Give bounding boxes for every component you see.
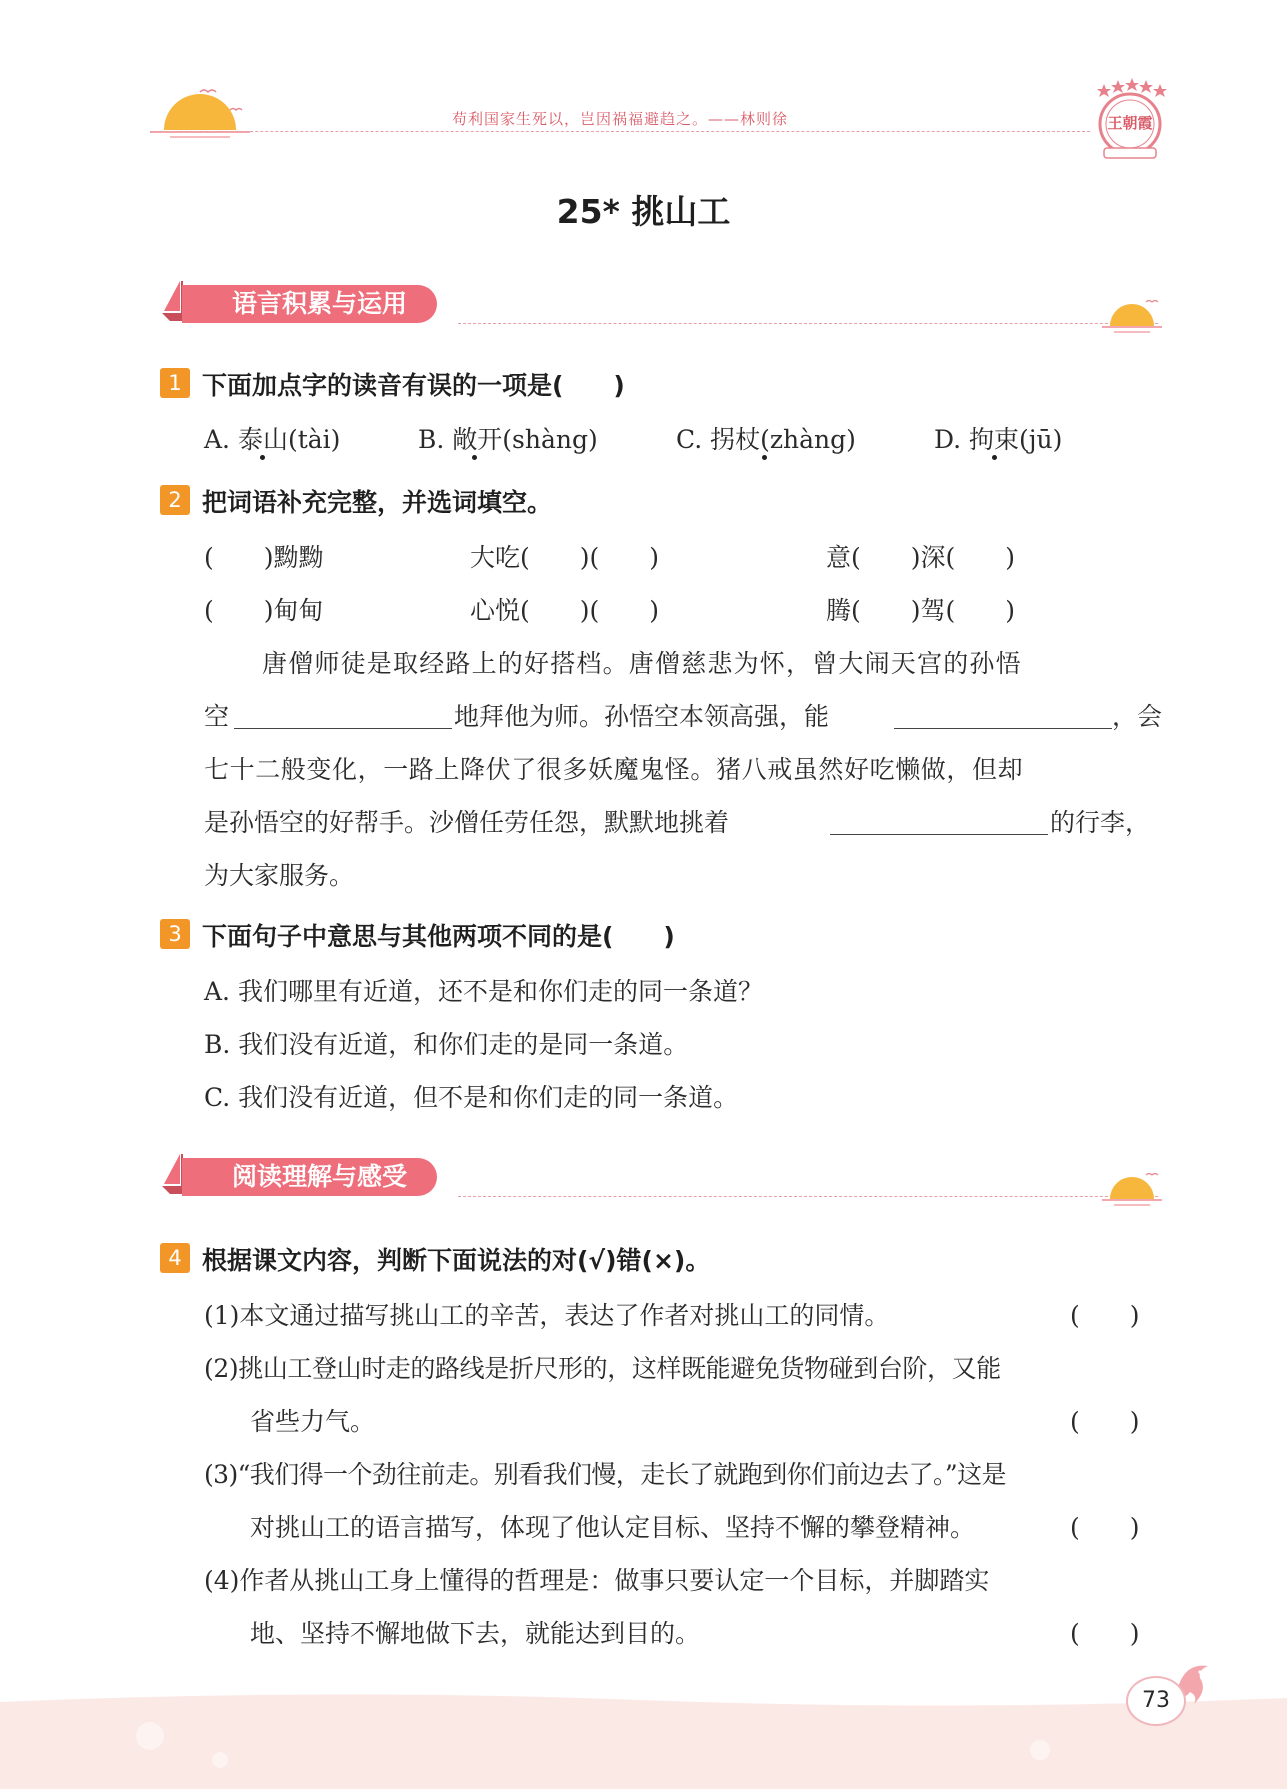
judgement-item: (2)挑山工登山时走的路线是折尺形的，这样既能避免货物碰到台阶，又能 — [204, 1354, 1001, 1383]
q3-option-c: C. 我们没有近道，但不是和你们走的同一条道。 — [204, 1083, 739, 1112]
section-label: 阅读理解与感受 — [182, 1158, 437, 1196]
word-blank[interactable]: 意( )深( ) — [826, 543, 1016, 572]
judgement-item-cont: 对挑山工的语言描写，体现了他认定目标、坚持不懈的攀登精神。 — [250, 1513, 976, 1542]
answer-paren[interactable]: ( ) — [1070, 1301, 1140, 1330]
word-blank[interactable]: 腾( )驾( ) — [826, 596, 1016, 625]
section-divider — [458, 323, 1158, 324]
passage-line: ，会 — [1112, 702, 1163, 731]
fill-blank[interactable] — [234, 728, 452, 729]
section-label: 语言积累与运用 — [182, 285, 437, 323]
question-prompt-1: 下面加点字的读音有误的一项是( ) — [202, 371, 625, 400]
question-number-2: 2 — [160, 485, 190, 515]
passage-line: 唐僧师徒是取经路上的好搭档。唐僧慈悲为怀，曾大闹天宫的孙悟 — [262, 649, 1022, 678]
question-prompt-4: 根据课文内容，判断下面说法的对(√)错(×)。 — [202, 1246, 711, 1275]
passage-line: 是孙悟空的好帮手。沙僧任劳任怨，默默地挑着 — [204, 808, 730, 837]
sun-decoration — [1102, 1169, 1162, 1209]
judgement-item: (3)“我们得一个劲往前走。别看我们慢，走长了就跑到你们前边去了。”这是 — [204, 1460, 1006, 1489]
passage-line: 为大家服务。 — [204, 861, 355, 890]
question-number-4: 4 — [160, 1243, 190, 1273]
publisher-logo — [1090, 78, 1170, 163]
section-divider — [458, 1196, 1158, 1197]
answer-paren[interactable]: ( ) — [1070, 1619, 1140, 1648]
question-prompt-3: 下面句子中意思与其他两项不同的是( ) — [202, 922, 675, 951]
q1-option-c: C. 拐杖(zhàng) — [676, 425, 856, 454]
question-number-1: 1 — [160, 368, 190, 398]
q1-option-b: B. 敞开(shàng) — [418, 425, 598, 454]
question-prompt-2: 把词语补充完整，并选词填空。 — [202, 488, 553, 517]
word-blank[interactable]: 大吃( )( ) — [470, 543, 660, 572]
header-divider — [150, 131, 1090, 132]
q3-option-b: B. 我们没有近道，和你们走的是同一条道。 — [204, 1030, 689, 1059]
judgement-item-cont: 省些力气。 — [250, 1407, 376, 1436]
passage-line: 空 — [204, 702, 230, 731]
word-blank[interactable]: ( )甸甸 — [204, 596, 324, 625]
page-number: 73 — [1126, 1676, 1186, 1726]
judgement-item: (4)作者从挑山工身上懂得的哲理是：做事只要认定一个目标，并脚踏实 — [204, 1566, 990, 1595]
q3-option-a: A. 我们哪里有近道，还不是和你们走的同一条道？ — [204, 977, 763, 1006]
judgement-item-cont: 地、坚持不懈地做下去，就能达到目的。 — [250, 1619, 701, 1648]
emphasis-dot — [762, 455, 767, 460]
header-motto: 苟利国家生死以，岂因祸福避趋之。——林则徐 — [452, 110, 789, 128]
emphasis-dot — [260, 455, 265, 460]
passage-line: 的行李， — [1050, 808, 1151, 837]
passage-line: 七十二般变化，一路上降伏了很多妖魔鬼怪。猪八戒虽然好吃懒做，但却 — [204, 755, 1024, 784]
q1-option-a: A. 泰山(tài) — [204, 425, 341, 454]
lesson-title: 25* 挑山工 — [556, 192, 731, 231]
question-number-3: 3 — [160, 919, 190, 949]
word-blank[interactable]: ( )黝黝 — [204, 543, 324, 572]
logo-text: 王朝霞 — [1107, 114, 1153, 132]
answer-paren[interactable]: ( ) — [1070, 1407, 1140, 1436]
emphasis-dot — [992, 455, 997, 460]
answer-paren[interactable]: ( ) — [1070, 1513, 1140, 1542]
sun-decoration — [1102, 296, 1162, 336]
word-blank[interactable]: 心悦( )( ) — [470, 596, 660, 625]
fill-blank[interactable] — [894, 728, 1112, 729]
q1-option-d: D. 拘束(jū) — [934, 425, 1063, 454]
judgement-item: (1)本文通过描写挑山工的辛苦，表达了作者对挑山工的同情。 — [204, 1301, 890, 1330]
footer-band — [0, 1690, 1287, 1789]
emphasis-dot — [472, 455, 477, 460]
fill-blank[interactable] — [830, 834, 1048, 835]
passage-line: 地拜他为师。孙悟空本领高强，能 — [454, 702, 830, 731]
